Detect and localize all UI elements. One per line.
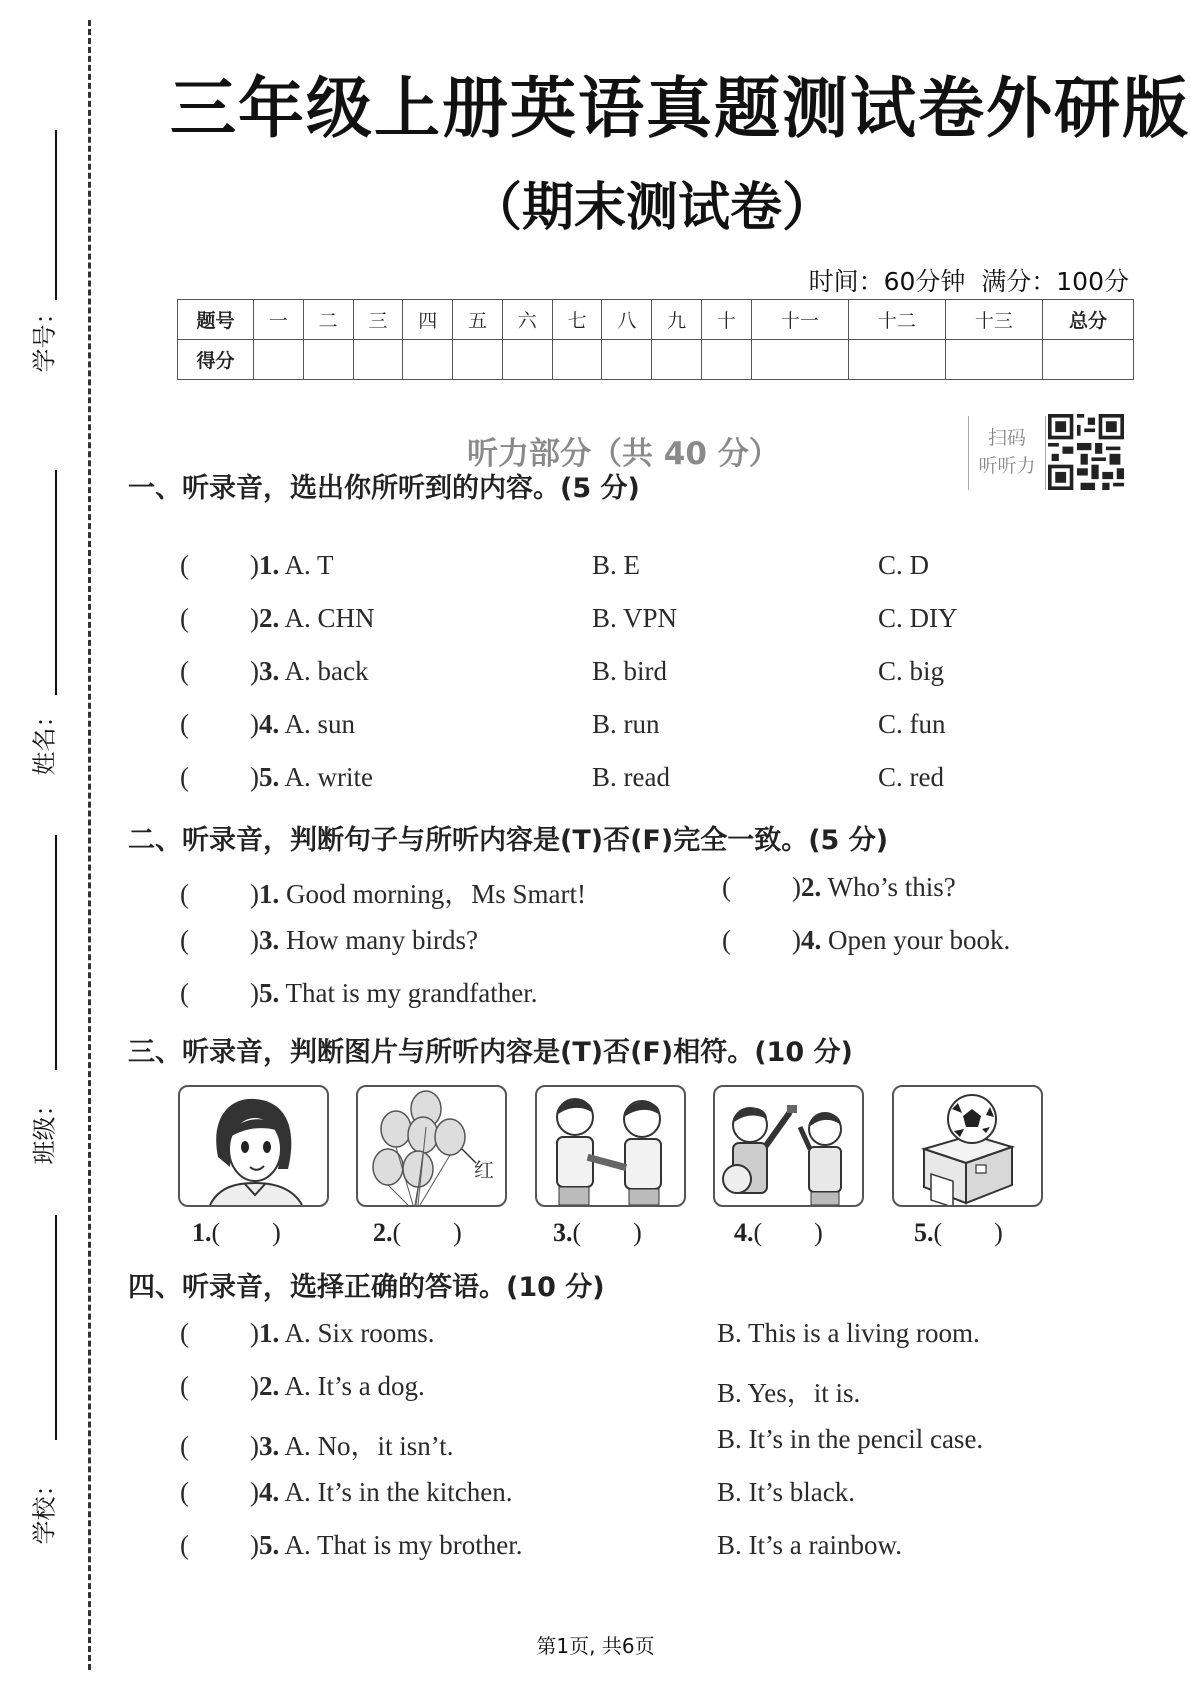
answer-blank[interactable]: (: [180, 1371, 189, 1401]
score-cell[interactable]: [652, 340, 702, 380]
answer-blank[interactable]: (: [180, 978, 189, 1008]
school-blank[interactable]: [55, 1215, 57, 1440]
section-4-title: 四、听录音，选择正确的答语。(10 分): [128, 1272, 605, 1303]
score-cell[interactable]: [702, 340, 752, 380]
option-a: A. T: [284, 550, 334, 580]
school-field[interactable]: [0, 1215, 90, 1555]
col-header: 二: [303, 300, 353, 340]
picture-1-answer[interactable]: 1.( ): [192, 1218, 281, 1247]
option-c: C. red: [878, 762, 944, 792]
answer-blank[interactable]: (: [180, 1530, 189, 1560]
col-header: 四: [403, 300, 453, 340]
name-field[interactable]: [0, 470, 90, 800]
picture-3-boys-exchange: [535, 1085, 686, 1207]
score-cell[interactable]: [552, 340, 602, 380]
student-id-blank[interactable]: [55, 130, 57, 300]
answer-blank[interactable]: (: [180, 879, 189, 909]
section-1-question-5: ( )5. A. write: [180, 762, 373, 792]
option-c: C. D: [878, 550, 930, 580]
section-4-question-3: ( )3. A. No，it isn’t.: [180, 1431, 454, 1461]
section-2-title: 二、听录音，判断句子与所听内容是(T)否(F)完全一致。(5 分): [128, 825, 889, 856]
col-header: 七: [552, 300, 602, 340]
section-2-question-2: ( )2. Who’s this?: [722, 872, 956, 902]
answer-blank[interactable]: (: [722, 925, 731, 955]
picture-4-answer[interactable]: 4.( ): [734, 1218, 823, 1247]
section-4-question-1: ( )1. A. Six rooms.: [180, 1318, 435, 1348]
option-a: A. It’s a dog.: [284, 1371, 425, 1401]
section-1-question-2: ( )2. A. CHN: [180, 603, 375, 633]
answer-blank[interactable]: (: [180, 1477, 189, 1507]
balloons-icon: [358, 1087, 505, 1205]
class-blank[interactable]: [55, 835, 57, 1070]
answer-blank[interactable]: (: [180, 1318, 189, 1348]
answer-blank[interactable]: (: [180, 550, 189, 580]
qr-code-icon: [1048, 414, 1124, 490]
section-2-question-5: ( )5. That is my grandfather.: [180, 978, 538, 1008]
option-c: C. fun: [878, 709, 946, 739]
school-label: 学校：: [30, 1472, 59, 1545]
option-b: B. read: [592, 762, 670, 792]
answer-blank[interactable]: (: [180, 603, 189, 633]
col-header: 三: [353, 300, 403, 340]
answer-blank[interactable]: (: [180, 1431, 189, 1461]
total-score-cell[interactable]: [1043, 340, 1134, 380]
score-cell[interactable]: [751, 340, 848, 380]
student-id-field[interactable]: [0, 120, 90, 400]
answer-blank[interactable]: (: [180, 925, 189, 955]
col-header: 五: [453, 300, 503, 340]
option-a: A. No，it isn’t.: [284, 1431, 454, 1461]
col-header: 九: [652, 300, 702, 340]
option-b: B. It’s in the pencil case.: [717, 1424, 984, 1454]
class-label: 班级：: [30, 1092, 59, 1165]
score-cell[interactable]: [453, 340, 503, 380]
score-cell[interactable]: [502, 340, 552, 380]
option-c: C. DIY: [878, 603, 958, 633]
col-header: 十一: [751, 300, 848, 340]
question-number-header: 题号: [178, 300, 254, 340]
col-header: 六: [502, 300, 552, 340]
picture-1-woman: [178, 1085, 329, 1207]
section-1-question-3: ( )3. A. back: [180, 656, 369, 686]
boys-waving-icon: [715, 1087, 862, 1205]
option-b: B. Yes，it is.: [717, 1378, 861, 1408]
col-header: 八: [602, 300, 652, 340]
name-label: 姓名：: [30, 703, 59, 776]
picture-5-answer[interactable]: 5.( ): [914, 1218, 1003, 1247]
option-b: B. It’s a rainbow.: [717, 1530, 902, 1560]
section-2-question-3: ( )3. How many birds?: [180, 925, 478, 955]
section-4-question-4: ( )4. A. It’s in the kitchen.: [180, 1477, 513, 1507]
section-2-question-4: ( )4. Open your book.: [722, 925, 1011, 955]
time-limit: 时间：60分钟: [808, 267, 966, 296]
qr-caption: 扫码 听听力: [978, 427, 1036, 477]
picture-3-answer[interactable]: 3.( ): [553, 1218, 642, 1247]
option-a: A. sun: [284, 709, 356, 739]
name-blank[interactable]: [55, 470, 57, 695]
section-1-title: 一、听录音，选出你所听到的内容。(5 分): [128, 473, 640, 504]
picture-5-ball-on-box: [892, 1085, 1043, 1207]
score-cell[interactable]: [353, 340, 403, 380]
score-cell[interactable]: [254, 340, 304, 380]
class-field[interactable]: [0, 835, 90, 1165]
total-header: 总分: [1043, 300, 1134, 340]
section-1-question-1: ( )1. A. T: [180, 550, 334, 580]
answer-blank[interactable]: (: [180, 709, 189, 739]
section-1-question-4: ( )4. A. sun: [180, 709, 356, 739]
exam-title: 三年级上册英语真题测试卷外研版: [170, 70, 1190, 147]
page-number: 第1页, 共6页: [536, 1634, 655, 1658]
score-cell[interactable]: [945, 340, 1042, 380]
option-a: A. Six rooms.: [284, 1318, 435, 1348]
option-a: A. back: [284, 656, 369, 686]
option-b: B. E: [592, 550, 641, 580]
col-header: 十三: [945, 300, 1042, 340]
col-header: 十: [702, 300, 752, 340]
option-a: A. CHN: [284, 603, 375, 633]
score-cell[interactable]: [602, 340, 652, 380]
answer-blank[interactable]: (: [180, 656, 189, 686]
red-annotation: 红: [474, 1158, 494, 1182]
answer-blank[interactable]: (: [722, 872, 731, 902]
option-b: B. bird: [592, 656, 668, 686]
listening-qr-code[interactable]: [968, 414, 1128, 494]
section-2-question-1: ( )1. Good morning，Ms Smart!: [180, 879, 586, 909]
two-boys-icon: [537, 1087, 684, 1205]
score-row-header: 得分: [178, 340, 254, 380]
option-a: A. That is my brother.: [284, 1530, 523, 1560]
section-4-question-2: ( )2. A. It’s a dog.: [180, 1371, 425, 1401]
football-on-box-icon: [894, 1087, 1041, 1205]
score-cell[interactable]: [403, 340, 453, 380]
option-b: B. run: [592, 709, 660, 739]
listening-part-heading: 听力部分（共 40 分）: [467, 436, 780, 472]
picture-2-answer[interactable]: 2.( ): [373, 1218, 462, 1247]
option-b: B. This is a living room.: [717, 1318, 980, 1348]
section-4-question-5: ( )5. A. That is my brother.: [180, 1530, 523, 1560]
option-b: B. It’s black.: [717, 1477, 855, 1507]
full-score: 满分：100分: [981, 267, 1129, 296]
score-table-score-row: [178, 340, 1134, 380]
option-b: B. VPN: [592, 603, 678, 633]
score-cell[interactable]: [848, 340, 945, 380]
student-id-label: 学号：: [30, 300, 59, 373]
option-a: A. write: [284, 762, 373, 792]
score-table-header-row: [178, 300, 1134, 340]
col-header: 十二: [848, 300, 945, 340]
section-3-title: 三、听录音，判断图片与所听内容是(T)否(F)相符。(10 分): [128, 1037, 853, 1068]
exam-meta: [809, 262, 1129, 298]
picture-2-balloons: [356, 1085, 507, 1207]
exam-subtitle: （期末测试卷）: [470, 178, 835, 238]
woman-portrait-icon: [180, 1087, 327, 1205]
score-table: [177, 299, 1134, 380]
col-header: 一: [254, 300, 304, 340]
option-a: A. It’s in the kitchen.: [284, 1477, 513, 1507]
option-c: C. big: [878, 656, 945, 686]
score-cell[interactable]: [303, 340, 353, 380]
picture-4-boys-waving: [713, 1085, 864, 1207]
answer-blank[interactable]: (: [180, 762, 189, 792]
